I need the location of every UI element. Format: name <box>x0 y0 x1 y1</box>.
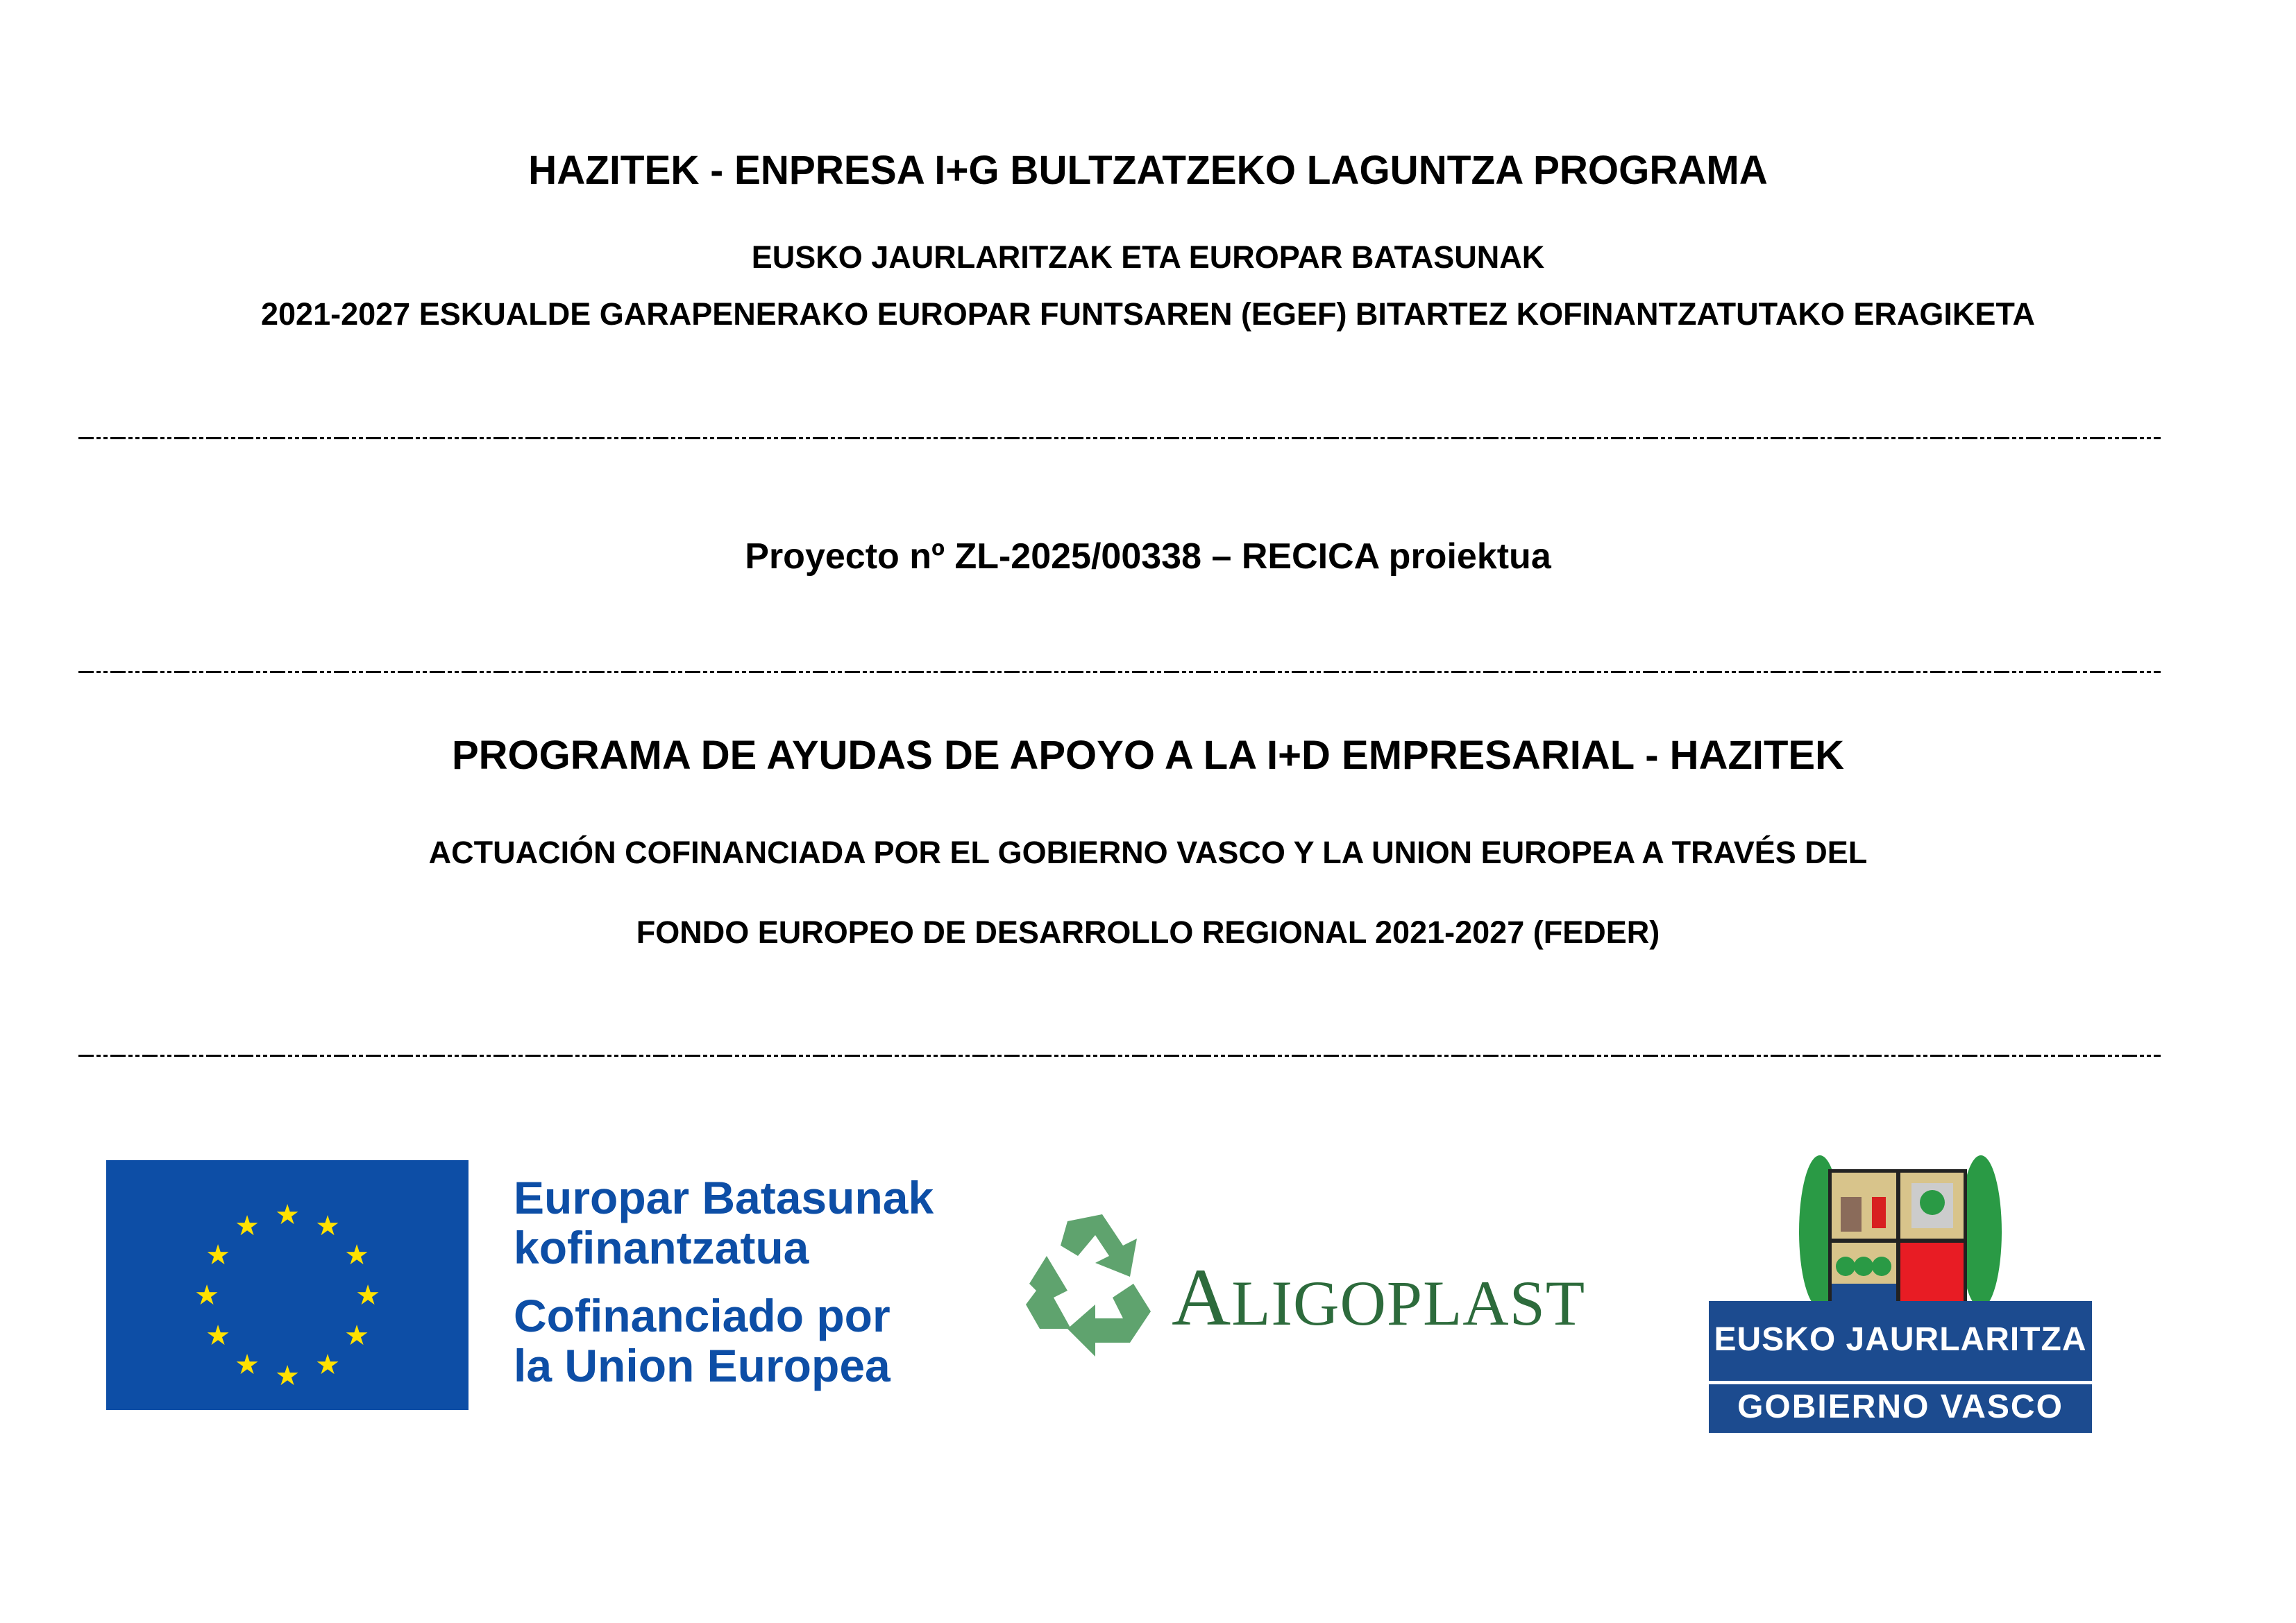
divider <box>1709 1381 2092 1384</box>
recycle-icon <box>1026 1207 1158 1360</box>
eu-text-line2: kofinantzatua <box>514 1222 809 1273</box>
star-icon: ★ <box>355 1280 380 1311</box>
gobierno-vasco-text-basque: EUSKO JAURLARITZA <box>1714 1321 2087 1358</box>
star-icon: ★ <box>275 1361 300 1391</box>
gobierno-vasco-logo <box>1709 1141 2097 1440</box>
divider <box>78 437 2161 439</box>
star-icon: ★ <box>235 1211 260 1241</box>
eu-cofunding-text <box>514 1173 934 1391</box>
eu-flag-logo <box>106 1160 469 1410</box>
divider <box>78 1055 2161 1057</box>
title-spanish: PROGRAMA DE AYUDAS DE APOYO A LA I+D EMPRESARIAL - HAZITEK <box>451 733 1844 778</box>
star-icon: ★ <box>344 1320 369 1351</box>
aligoplast-logo <box>1026 1207 1586 1360</box>
eu-text-line4: la Union Europea <box>514 1340 890 1391</box>
star-icon: ★ <box>205 1240 230 1271</box>
star-icon: ★ <box>344 1240 369 1271</box>
project-label: Proyecto nº ZL-2025/00338 – RECICA proiektua <box>745 536 1551 577</box>
star-icon: ★ <box>205 1320 230 1351</box>
star-icon: ★ <box>315 1211 340 1241</box>
star-icon: ★ <box>235 1350 260 1380</box>
eu-text-line1: Europar Batasunak <box>514 1172 934 1223</box>
eu-text-line3: Cofinanciado por <box>514 1290 890 1341</box>
subtitle-basque-1: EUSKO JAURLARITZAK ETA EUROPAR BATASUNAK <box>751 239 1545 275</box>
star-icon: ★ <box>315 1350 340 1380</box>
subtitle-basque-2: 2021-2027 ESKUALDE GARAPENERAKO EUROPAR FUNTSAREN (EGEF) BITARTEZ KOFINANTZATUTAKO ERAGIKETA <box>261 296 2035 332</box>
gobierno-vasco-text-spanish: GOBIERNO VASCO <box>1737 1388 2063 1425</box>
divider <box>78 671 2161 673</box>
aligoplast-wordmark: ALIGOPLAST <box>1172 1252 1586 1343</box>
basque-coat-of-arms-icon <box>1709 1141 2092 1322</box>
star-icon: ★ <box>194 1280 219 1311</box>
subtitle-spanish-2: FONDO EUROPEO DE DESARROLLO REGIONAL 2021-2027 (FEDER) <box>636 915 1660 950</box>
subtitle-spanish-1: ACTUACIÓN COFINANCIADA POR EL GOBIERNO VASCO Y LA UNION EUROPEA A TRAVÉS DEL <box>428 835 1868 870</box>
title-basque: HAZITEK - ENPRESA I+G BULTZATZEKO LAGUNTZA PROGRAMA <box>528 148 1768 193</box>
star-icon: ★ <box>275 1200 300 1230</box>
